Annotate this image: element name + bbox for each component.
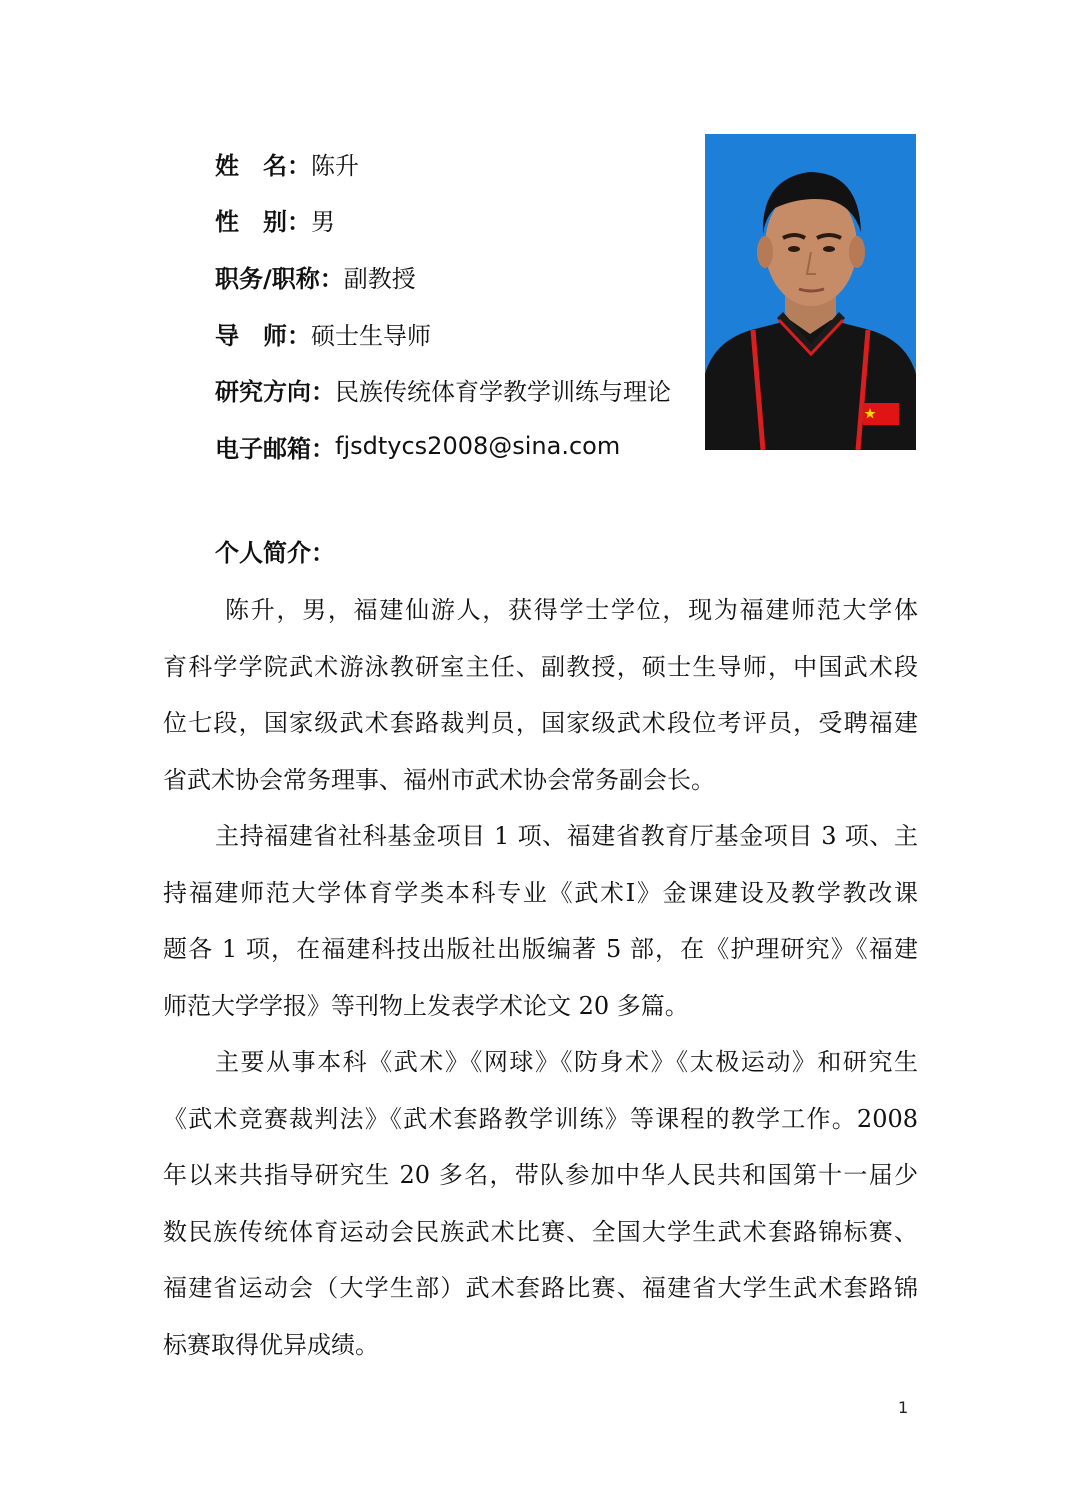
email-label: 电子邮箱： bbox=[215, 434, 335, 463]
gender-label: 性 别： bbox=[215, 208, 311, 237]
bio-line: 省武术协会常务理事、福州市武术协会常务副会长。 bbox=[163, 765, 715, 794]
bio-section-title: 个人简介： bbox=[215, 539, 335, 567]
title-value: 副教授 bbox=[343, 264, 416, 293]
gender-row bbox=[215, 192, 705, 249]
supervisor-label: 导 师： bbox=[215, 321, 311, 350]
bio-line: 标赛取得优异成绩。 bbox=[163, 1330, 379, 1359]
gender-value: 男 bbox=[311, 208, 335, 237]
profile-info bbox=[215, 135, 705, 475]
bio-line: 持福建师范大学体育学类本科专业《武术Ⅰ》金课建设及教学教改课 bbox=[163, 878, 918, 907]
bio-line: 数民族传统体育运动会民族武术比赛、全国大学生武术套路锦标赛、 bbox=[163, 1217, 918, 1246]
email-value[interactable]: fjsdtycs2008@sina.com bbox=[335, 432, 621, 461]
bio-line: 《武术竞赛裁判法》《武术套路教学训练》等课程的教学工作。2008 bbox=[163, 1104, 918, 1133]
portrait-image bbox=[705, 134, 916, 450]
bio-line: 主持福建省社科基金项目 1 项、福建省教育厅基金项目 3 项、主 bbox=[215, 822, 918, 850]
bio-line: 陈升，男，福建仙游人，获得学士学位，现为福建师范大学体 bbox=[225, 596, 918, 624]
supervisor-value: 硕士生导师 bbox=[311, 321, 431, 350]
bio-line: 师范大学学报》等刊物上发表学术论文 20 多篇。 bbox=[163, 991, 689, 1020]
name-value: 陈升 bbox=[311, 151, 359, 180]
bio-line: 题各 1 项，在福建科技出版社出版编著 5 部，在《护理研究》《福建 bbox=[163, 935, 918, 963]
research-value: 民族传统体育学教学训练与理论 bbox=[335, 378, 671, 407]
bio-line: 主要从事本科《武术》《网球》《防身术》《太极运动》和研究生 bbox=[215, 1048, 918, 1076]
bio-line: 福建省运动会（大学生部）武术套路比赛、福建省大学生武术套路锦 bbox=[163, 1274, 918, 1302]
page-number: 1 bbox=[898, 1398, 909, 1417]
email-row bbox=[215, 418, 705, 475]
bio-line: 育科学学院武术游泳教研室主任、副教授，硕士生导师，中国武术段 bbox=[163, 652, 918, 681]
bio-line: 位七段，国家级武术套路裁判员，国家级武术段位考评员，受聘福建 bbox=[163, 709, 918, 737]
research-label: 研究方向： bbox=[215, 378, 335, 407]
bio-line: 年以来共指导研究生 20 多名，带队参加中华人民共和国第十一届少 bbox=[163, 1161, 918, 1189]
title-label: 职务/职称： bbox=[215, 264, 344, 293]
bio-body bbox=[163, 582, 918, 1373]
research-row bbox=[215, 361, 705, 418]
name-row bbox=[215, 135, 705, 192]
title-row bbox=[215, 248, 705, 305]
name-label: 姓 名： bbox=[215, 151, 311, 180]
profile-photo bbox=[705, 134, 916, 450]
supervisor-row bbox=[215, 305, 705, 362]
